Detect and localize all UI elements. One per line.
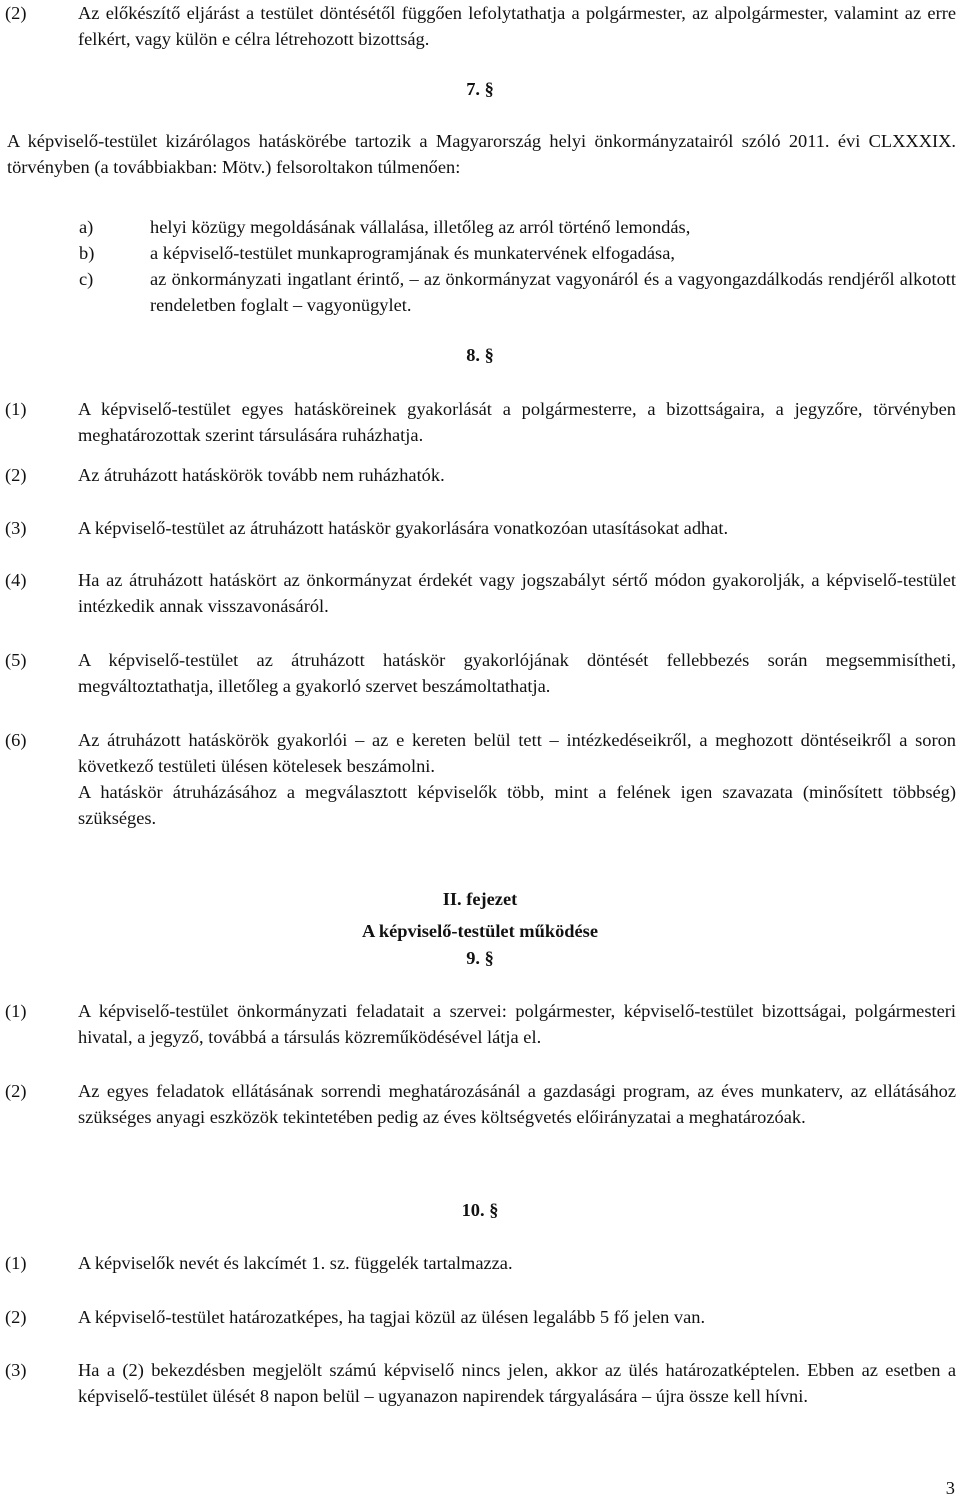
paragraph-9-1 (0, 998, 956, 1050)
paragraph-number: (4) (5, 570, 27, 590)
paragraph-number: (2) (5, 465, 27, 485)
section-9-heading: 9. § (466, 948, 494, 968)
paragraph-8-5 (0, 647, 956, 699)
paragraph-8-3 (0, 515, 956, 541)
paragraph-number: (6) (5, 730, 27, 750)
list-item-label: c) (79, 269, 94, 289)
list-item-text: a képviselő-testület munkaprogramjának és munkatervének elfogadása, (150, 243, 675, 263)
paragraph-number: (1) (5, 1253, 27, 1273)
list-item (0, 240, 956, 266)
paragraph-8-2 (0, 462, 956, 488)
paragraph-number: (2) (5, 1307, 27, 1327)
paragraph-6-2 (0, 0, 956, 52)
paragraph-number: (3) (5, 518, 27, 538)
paragraph-text: Az átruházott hatáskörök gyakorlói – az e kereten belül tett – intézkedéseikről, a meghozott döntéseikről a soron következő testületi ülésen kötelesek beszámolni. (78, 730, 956, 776)
section-10-heading: 10. § (461, 1200, 499, 1220)
paragraph-text: Az egyes feladatok ellátásának sorrendi meghatározásánál a gazdasági program, az éves munkaterv, az ellátásához szükséges anyagi eszközök tekintetében pedig az éves költségvetés előirányzatai a meghatározóak. (78, 1081, 956, 1127)
paragraph-number: (3) (5, 1360, 27, 1380)
paragraph-number: (5) (5, 650, 27, 670)
paragraph-text: A képviselő-testület egyes hatásköreinek gyakorlását a polgármesterre, a bizottságaira, a jegyzőre, törvényben meghatározottak szerint társulására ruházhatja. (78, 399, 956, 445)
paragraph-text: Az előkészítő eljárást a testület döntésétől függően lefolytathatja a polgármester, az alpolgármester, valamint az erre felkért, vagy külön e célra létrehozott bizottság. (78, 3, 956, 49)
paragraph-text: A képviselő-testület az átruházott hatáskör gyakorlására vonatkozóan utasításokat adhat. (78, 518, 729, 538)
paragraph-text: Az átruházott hatáskörök tovább nem ruházhatók. (78, 465, 445, 485)
paragraph-10-1 (0, 1250, 956, 1276)
paragraph-text: A képviselő-testület az átruházott hatáskör gyakorlójának döntését fellebbezés során megsemmisítheti, megváltoztathatja, illetőleg a gyakorló szervet beszámoltathatja. (78, 650, 956, 696)
paragraph-10-2 (0, 1304, 956, 1330)
paragraph-8-6 (0, 727, 956, 831)
section-7-intro: A képviselő-testület kizárólagos hatáskörébe tartozik a Magyarország helyi önkormányzatairól szóló 2011. évi CLXXXIX. törvényben (a továbbiakban: Mötv.) felsoroltakon túlmenően: (7, 131, 956, 177)
list-item (0, 214, 956, 240)
list-item-text: az önkormányzati ingatlant érintő, – az önkormányzat vagyonáról és a vagyongazdálkodás rendjéről alkotott rendeletben foglalt – vagyonügylet. (150, 269, 956, 315)
list-item-label: a) (79, 217, 94, 237)
paragraph-number: (2) (5, 3, 27, 23)
list-item (0, 266, 956, 318)
paragraph-text: Ha az átruházott hatáskört az önkormányzat érdekét vagy jogszabályt sértő módon gyakorolják, a képviselő-testület intézkedik annak visszavonásáról. (78, 570, 956, 616)
paragraph-text: A képviselők nevét és lakcímét 1. sz. függelék tartalmazza. (78, 1253, 513, 1273)
section-7-heading: 7. § (466, 79, 494, 99)
paragraph-number: (1) (5, 1001, 27, 1021)
paragraph-number: (2) (5, 1081, 27, 1101)
paragraph-8-1 (0, 396, 956, 448)
paragraph-10-3 (0, 1357, 956, 1409)
page-number: 3 (945, 1478, 955, 1498)
paragraph-text: A képviselő-testület határozatképes, ha tagjai közül az ülésen legalább 5 fő jelen van. (78, 1307, 706, 1327)
list-item-text: helyi közügy megoldásának vállalása, illetőleg az arról történő lemondás, (150, 217, 691, 237)
paragraph-text: A képviselő-testület önkormányzati feladatait a szervei: polgármester, képviselő-testület bizottságai, polgármesteri hivatal, a jegyző, továbbá a társulás közreműködésével látja el. (78, 1001, 956, 1047)
paragraph-number: (1) (5, 399, 27, 419)
paragraph-8-4 (0, 567, 956, 619)
list-item-label: b) (79, 243, 95, 263)
paragraph-text: Ha a (2) bekezdésben megjelölt számú képviselő nincs jelen, akkor az ülés határozatképtelen. Ebben az esetben a képviselő-testület ülését 8 napon belül – ugyanazon napirendek tárgyalására – újra össze kell hívni. (78, 1360, 956, 1406)
section-8-heading: 8. § (466, 345, 494, 365)
paragraph-text-continued: A hatáskör átruházásához a megválasztott képviselők több, mint a felének igen szavazata (minősített többség) szükséges. (78, 782, 956, 828)
chapter-number: II. fejezet (442, 889, 518, 909)
chapter-title: A képviselő-testület működése (361, 921, 598, 941)
paragraph-9-2 (0, 1078, 956, 1130)
